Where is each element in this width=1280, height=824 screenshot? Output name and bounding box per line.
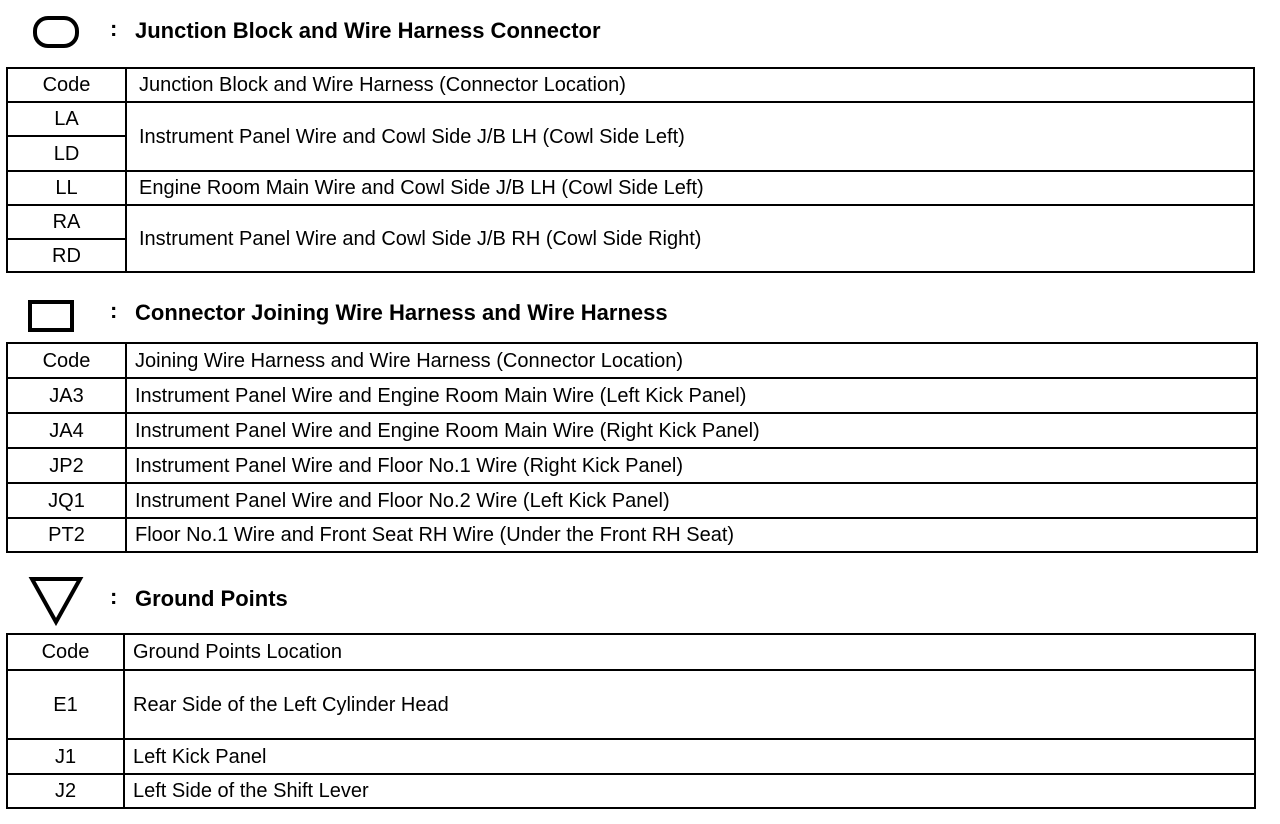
table-row (7, 413, 1257, 448)
section-junction-block-header (0, 10, 1280, 50)
description-cell: Instrument Panel Wire and Floor No.2 Wire (Left Kick Panel) (126, 483, 1257, 518)
code-cell: JQ1 (7, 483, 126, 518)
code-cell: LA (7, 102, 126, 136)
code-cell: J2 (7, 774, 124, 808)
code-cell: PT2 (7, 518, 126, 552)
ground-points-table (6, 633, 1256, 809)
code-cell: RA (7, 205, 126, 239)
description-cell: Instrument Panel Wire and Engine Room Main Wire (Right Kick Panel) (126, 413, 1257, 448)
code-cell: JP2 (7, 448, 126, 483)
code-cell: E1 (7, 670, 124, 739)
section-colon: : (110, 298, 118, 323)
code-header: Code (7, 343, 126, 378)
connector-table (6, 342, 1258, 553)
description-cell: Left Side of the Shift Lever (124, 774, 1255, 808)
description-cell: Engine Room Main Wire and Cowl Side J/B LH (Cowl Side Left) (126, 171, 1254, 205)
code-cell: LL (7, 171, 126, 205)
description-cell: Instrument Panel Wire and Floor No.1 Wire (Right Kick Panel) (126, 448, 1257, 483)
code-cell: J1 (7, 739, 124, 774)
table-row (7, 670, 1255, 739)
code-cell: JA4 (7, 413, 126, 448)
description-header: Ground Points Location (124, 634, 1255, 670)
code-cell: RD (7, 239, 126, 272)
table-header-row (7, 634, 1255, 670)
code-cell: JA3 (7, 378, 126, 413)
section-title: Ground Points (135, 586, 288, 611)
section-colon: : (110, 16, 118, 41)
table-row (7, 205, 1254, 239)
code-header: Code (7, 634, 124, 670)
table-row (7, 518, 1257, 552)
table-header-row (7, 68, 1254, 102)
table-row (7, 739, 1255, 774)
inverted-triangle-icon (28, 576, 84, 626)
description-cell: Instrument Panel Wire and Cowl Side J/B LH (Cowl Side Left) (126, 102, 1254, 171)
table-header-row (7, 343, 1257, 378)
section-title: Connector Joining Wire Harness and Wire Harness (135, 300, 668, 325)
description-header: Joining Wire Harness and Wire Harness (Connector Location) (126, 343, 1257, 378)
section-title: Junction Block and Wire Harness Connector (135, 18, 601, 43)
table-row (7, 448, 1257, 483)
table-row (7, 378, 1257, 413)
table-row (7, 171, 1254, 205)
table-row (7, 774, 1255, 808)
description-cell: Rear Side of the Left Cylinder Head (124, 670, 1255, 739)
table-row (7, 483, 1257, 518)
section-colon: : (110, 584, 118, 609)
description-cell: Instrument Panel Wire and Cowl Side J/B RH (Cowl Side Right) (126, 205, 1254, 272)
junction-block-table (6, 67, 1255, 273)
section-connector-header (0, 292, 1280, 332)
table-row (7, 102, 1254, 136)
description-cell: Floor No.1 Wire and Front Seat RH Wire (Under the Front RH Seat) (126, 518, 1257, 552)
code-header: Code (7, 68, 126, 102)
rectangle-icon (28, 300, 76, 334)
description-cell: Left Kick Panel (124, 739, 1255, 774)
code-cell: LD (7, 136, 126, 171)
section-ground-points-header (0, 576, 1280, 616)
description-header: Junction Block and Wire Harness (Connector Location) (126, 68, 1254, 102)
rounded-rectangle-icon (33, 16, 81, 50)
description-cell: Instrument Panel Wire and Engine Room Main Wire (Left Kick Panel) (126, 378, 1257, 413)
